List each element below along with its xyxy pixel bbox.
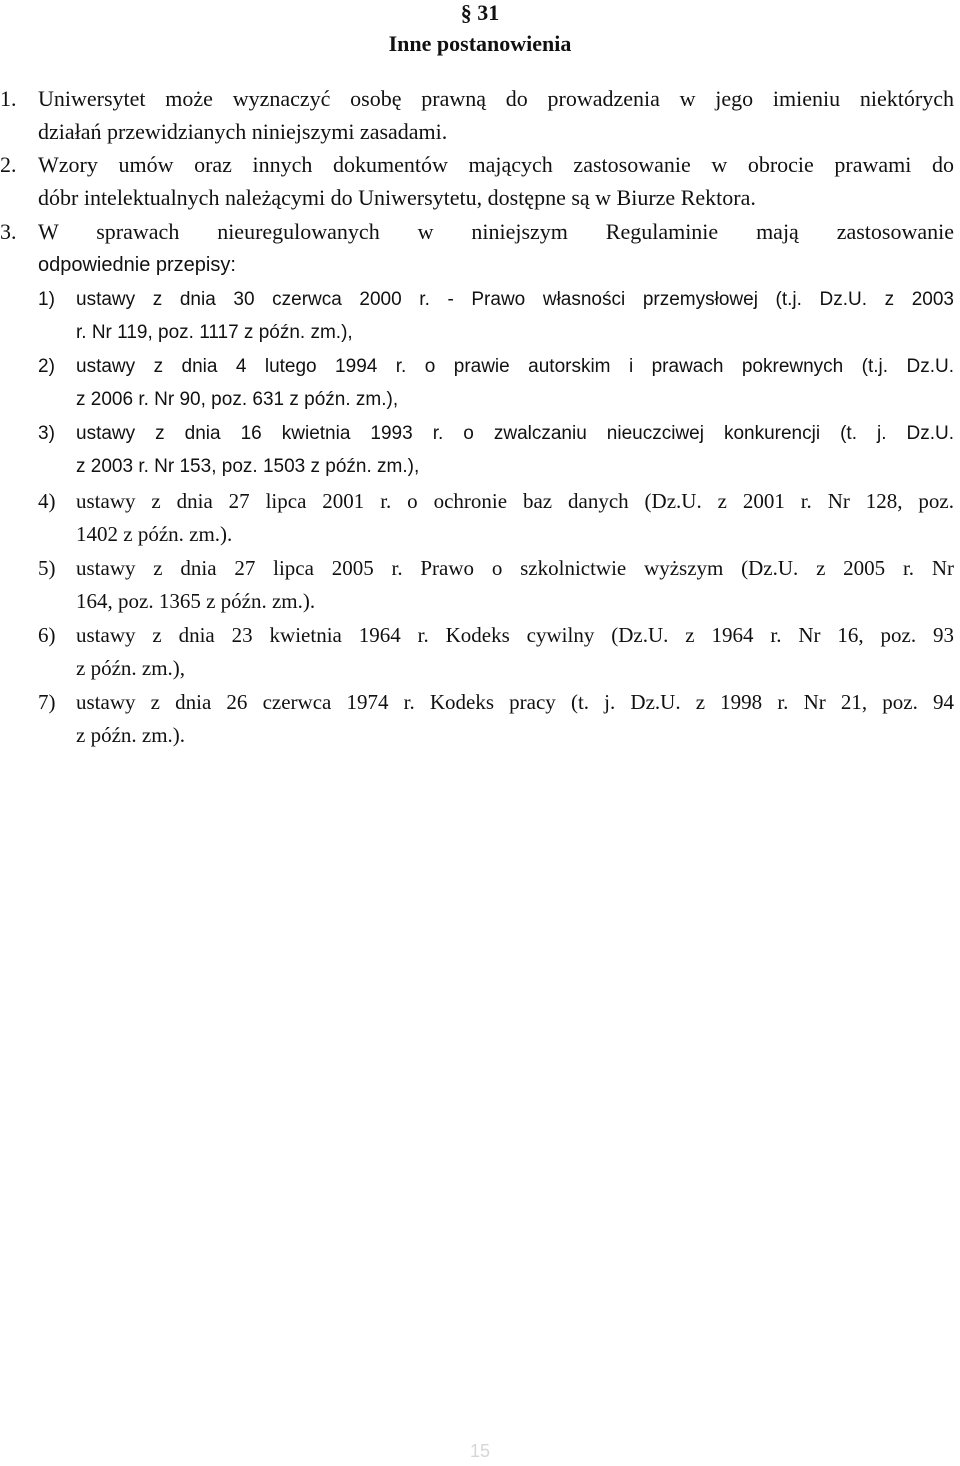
act-text-line: ustawy z dnia 16 kwietnia 1993 r. o zwalczaniu nieuczciwej konkurencji (t. j. Dz.U. <box>76 423 954 444</box>
clause-text-line: działań przewidzianych niniejszymi zasadami. <box>38 119 448 144</box>
section-title: Inne postanowienia <box>388 31 572 56</box>
act-text-line: ustawy z dnia 23 kwietnia 1964 r. Kodeks cywilny (Dz.U. z 1964 r. Nr 16, poz. 93 <box>76 623 954 647</box>
clause-text-line: dóbr intelektualnych należącymi do Uniwersytetu, dostępne są w Biurze Rektora. <box>38 185 756 210</box>
act-text-line: z późn. zm.). <box>76 723 186 747</box>
act-number: 6) <box>38 623 56 647</box>
act-number: 4) <box>38 489 56 513</box>
act-text-line: z 2006 r. Nr 90, poz. 631 z późn. zm.), <box>76 389 399 410</box>
clause-text-line: Uniwersytet może wyznaczyć osobę prawną do prowadzenia w jego imieniu niektórych <box>38 86 954 111</box>
act-text-line: ustawy z dnia 27 lipca 2005 r. Prawo o szkolnictwie wyższym (Dz.U. z 2005 r. Nr <box>76 556 954 580</box>
clause-number: 1. <box>0 86 17 111</box>
act-text-line: ustawy z dnia 30 czerwca 2000 r. - Prawo własności przemysłowej (t.j. Dz.U. z 2003 <box>76 289 954 310</box>
act-number: 5) <box>38 556 56 580</box>
clause-text-line: W sprawach nieuregulowanych w niniejszym Regulaminie mają zastosowanie <box>38 219 954 244</box>
clause-number: 3. <box>0 219 17 244</box>
act-text-line: 1402 z późn. zm.). <box>76 522 233 546</box>
act-text-line: z 2003 r. Nr 153, poz. 1503 z późn. zm.), <box>76 456 420 477</box>
act-number: 7) <box>38 690 56 714</box>
act-text-line: z późn. zm.), <box>76 656 186 680</box>
act-text-line: ustawy z dnia 4 lutego 1994 r. o prawie autorskim i prawach pokrewnych (t.j. Dz.U. <box>76 356 954 377</box>
act-text-line: ustawy z dnia 26 czerwca 1974 r. Kodeks pracy (t. j. Dz.U. z 1998 r. Nr 21, poz. 94 <box>76 690 954 714</box>
section-number: § 31 <box>460 0 500 25</box>
act-number: 3) <box>38 423 55 444</box>
act-text-line: r. Nr 119, poz. 1117 z późn. zm.), <box>76 322 353 343</box>
clause-number: 2. <box>0 152 17 177</box>
clause-text-line: odpowiednie przepisy: <box>38 254 236 276</box>
act-number: 2) <box>38 356 55 377</box>
act-text-line: ustawy z dnia 27 lipca 2001 r. o ochronie baz danych (Dz.U. z 2001 r. Nr 128, poz. <box>76 489 954 513</box>
page-number: 15 <box>469 1441 491 1461</box>
act-text-line: 164, poz. 1365 z późn. zm.). <box>76 589 316 613</box>
act-number: 1) <box>38 289 55 310</box>
clause-text-line: Wzory umów oraz innych dokumentów mających zastosowanie w obrocie prawami do <box>38 152 954 177</box>
